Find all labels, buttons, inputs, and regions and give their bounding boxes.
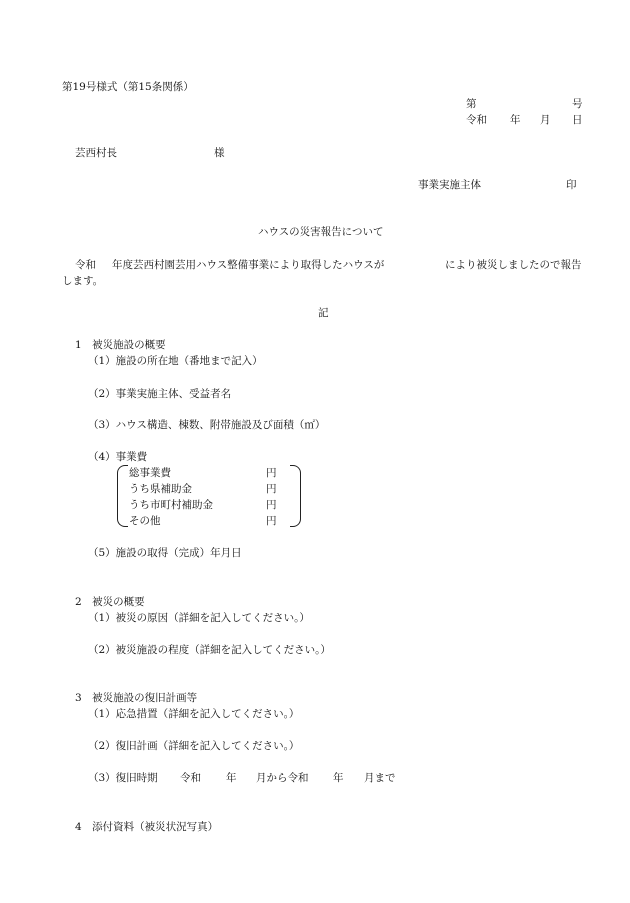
section1-item3: （3）ハウス構造、棟数、附帯施設及び面積（㎡） xyxy=(88,419,326,431)
document-title: ハウスの災害報告について xyxy=(258,226,384,238)
cost-bracket-left xyxy=(117,465,128,527)
section3-era-from: 令和 xyxy=(180,772,201,784)
addressee-honorific: 様 xyxy=(214,147,225,159)
sender-label: 事業実施主体 xyxy=(418,179,481,191)
cost-label-total: 総事業費 xyxy=(129,467,171,479)
cost-unit-total: 円 xyxy=(266,467,277,479)
cost-unit-prefecture: 円 xyxy=(266,483,277,495)
date-era: 令和 xyxy=(466,114,487,126)
sender-seal: 印 xyxy=(566,179,577,191)
cost-unit-other: 円 xyxy=(266,515,277,527)
section1-item5: （5）施設の取得（完成）年月日 xyxy=(88,547,242,559)
section3-year-from: 年 xyxy=(226,772,237,784)
body-line2: します。 xyxy=(62,275,104,287)
section1-heading: 1 被災施設の概要 xyxy=(75,339,166,351)
section1-item4: （4）事業費 xyxy=(88,451,148,463)
section1-item2: （2）事業実施主体、受益者名 xyxy=(88,388,232,400)
section3-month-to: 月まで xyxy=(364,772,396,784)
section2-heading: 2 被災の概要 xyxy=(75,596,145,608)
cost-label-other: その他 xyxy=(129,515,161,527)
cost-bracket-right xyxy=(290,465,301,527)
date-day: 日 xyxy=(572,114,583,126)
section2-item1: （1）被災の原因（詳細を記入してください。） xyxy=(88,612,310,624)
number-prefix: 第 xyxy=(466,98,477,110)
body-line1-tail: により被災しましたので報告 xyxy=(445,259,582,271)
section3-item1: （1）応急措置（詳細を記入してください。） xyxy=(88,708,300,720)
number-suffix: 号 xyxy=(572,98,583,110)
section1-item1: （1）施設の所在地（番地まで記入） xyxy=(88,355,263,367)
body-line1-main: 年度芸西村園芸用ハウス整備事業により取得したハウスが xyxy=(112,259,385,271)
section4-heading: 4 添付資料（被災状況写真） xyxy=(75,821,219,833)
cost-label-municipal: うち市町村補助金 xyxy=(129,499,213,511)
ki-heading: 記 xyxy=(318,307,329,319)
section3-month-from: 月から令和 xyxy=(256,772,309,784)
section3-heading: 3 被災施設の復旧計画等 xyxy=(75,692,198,704)
form-number: 第19号様式（第15条関係） xyxy=(62,81,194,93)
section3-year-to: 年 xyxy=(333,772,344,784)
addressee-name: 芸西村長 xyxy=(75,147,117,159)
cost-unit-municipal: 円 xyxy=(266,499,277,511)
section2-item2: （2）被災施設の程度（詳細を記入してください。） xyxy=(88,644,331,656)
date-month: 月 xyxy=(540,114,551,126)
body-era: 令和 xyxy=(75,259,96,271)
section3-item2: （2）復旧計画（詳細を記入してください。） xyxy=(88,740,300,752)
section3-item3-label: （3）復旧時期 xyxy=(88,772,158,784)
date-year: 年 xyxy=(510,114,521,126)
cost-label-prefecture: うち県補助金 xyxy=(129,483,192,495)
